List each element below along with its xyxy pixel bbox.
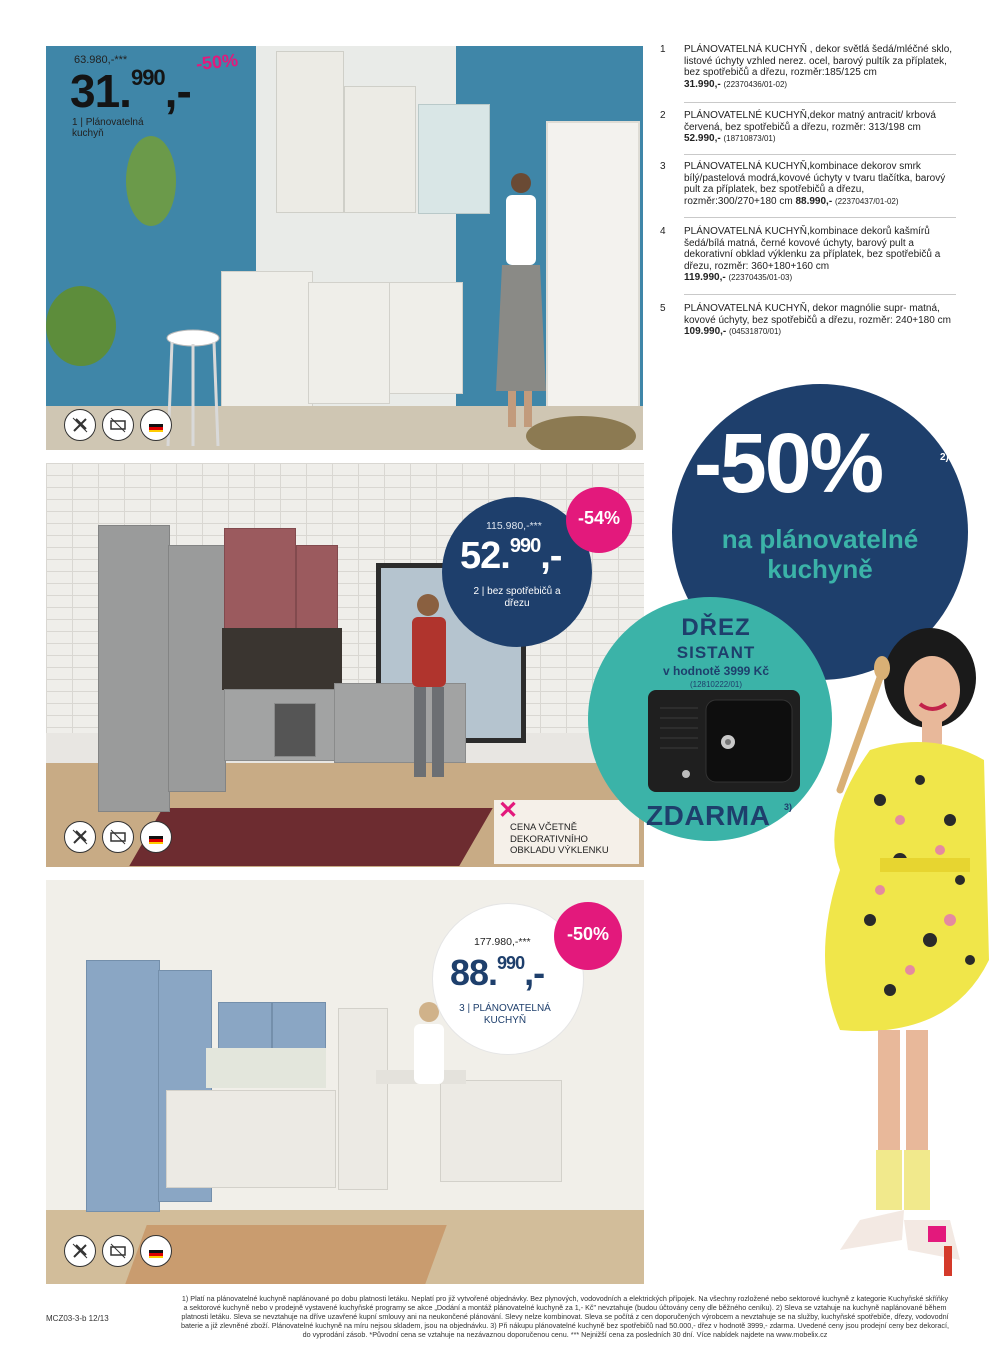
sink-value: v hodnotě 3999 Kč (662, 664, 770, 678)
badge-row (64, 1235, 172, 1267)
footnote: 1) Platí na plánovatelné kuchyně naplánované po dobu platnosti letáku. Neplatí pro již vytvořené objednávky. Bez plynových, vodovodních a elektrických přípojek. Na všechny rozložené nebo sektorové kuchyně z kategorie Kuchyňské skříňky a sektorové kuchyně nebo v prodejně vystavené kuchyňské programy se akce „Dodání a montáž plánovatelné kuchyně za 1,- Kč" nevztahuje (budou účtovány ceny dle běžného ceníku). 2) Sleva se vztahuje na kuchyně naplánované během platnosti letáku. Sleva se nevztahuje na dříve uzavřené kupní smlouvy ani na neukončené plánování. Slevy nelze kombinovat. Sleva se počítá z cen doporučených výrobcem a nevztahuje se na služby, kuchyňské spotřebiče, dřezy, vodovodní baterie a již zlevněné zboží. Plánovatelné kuchyně na míru nejsou skladem, jsou na objednávku. 3) Při nákupu plánovatelné kuchyně bez spotřebičů nad 50.000,- dřez v hodnotě 3999,- zdarma. Uvedené ceny jsou prodejní ceny bez dekorací, do vyprodání zásob. *Původní cena se vztahuje na nezávaznou doporučenou cenu. *** Nejnižší cena za posledních 30 dní. Více nabídek najdete na www.mobelix.cz (181, 1294, 949, 1339)
divider (684, 294, 956, 295)
item-number: 1 (660, 44, 666, 55)
tall-white-cabinet (338, 1008, 388, 1190)
divider (684, 102, 956, 103)
product-label-2-line2: dřezu (504, 598, 530, 609)
old-price-3: 177.980,-*** (474, 936, 531, 948)
niche-note-line1: CENA VČETNĚ (510, 822, 578, 833)
promo-discount: -50% (694, 416, 883, 510)
item-description: PLÁNOVATELNÁ KUCHYŇ,kombinace dekorů kašmírů šedá/bílá matná, černé kovové úchyty, barový pult a dekorativní obklad výklenku za příplatek, bez spotřebičů a dřezu, rozměr: 360+180+160 cm (684, 226, 941, 272)
price-3-main: 88. (450, 952, 498, 993)
sink-footnote-mark: 3) (784, 802, 793, 812)
woman-figure (494, 171, 548, 431)
item-price: 88.990,- (795, 195, 833, 207)
niche-note (510, 822, 609, 857)
made-in-germany-icon (140, 409, 172, 441)
list-item (660, 226, 960, 290)
promo-subtitle-line1: na plánovatelné (721, 524, 919, 554)
delivery-icon (102, 1235, 134, 1267)
item-text (684, 44, 956, 90)
plant (46, 286, 116, 366)
divider (684, 154, 956, 155)
sink-free: ZDARMA (646, 800, 771, 831)
item-number: 3 (660, 161, 666, 172)
badge-row (64, 409, 172, 441)
woman-model-illustration (800, 620, 989, 1284)
product-label-1-line2: kuchyň (72, 128, 104, 139)
price-3-suffix: ,- (524, 952, 545, 993)
lower-cabinet (389, 282, 463, 394)
upper-cabinet-red (296, 545, 338, 629)
oven (274, 703, 316, 757)
price-3 (450, 952, 544, 994)
sink-image (646, 688, 802, 794)
discount-2: -54% (577, 508, 621, 528)
backsplash (206, 1048, 326, 1088)
cross-icon: ✕ (498, 797, 519, 824)
promo-subtitle (680, 524, 960, 584)
tall-blue-cabinet (86, 960, 160, 1212)
item-text (684, 161, 956, 207)
price-1-decimal: 990 (130, 65, 165, 90)
item-description: PLÁNOVATELNÁ KUCHYŇ, dekor magnólie supr- matná, kovové úchyty, bez spotřebičů a dřezu, rozměr: 240+180 cm (684, 303, 951, 326)
item-code: (04531870/01) (729, 327, 782, 337)
item-text (684, 226, 956, 284)
rug (125, 1225, 446, 1284)
price-2 (460, 535, 561, 578)
item-text (684, 110, 956, 145)
product-label-3 (450, 1003, 560, 1027)
glass-cabinet (418, 104, 490, 214)
lower-cabinet (308, 282, 390, 404)
doorway (546, 121, 640, 425)
item-number: 4 (660, 226, 666, 237)
price-2-decimal: 990 (509, 535, 541, 557)
product-label-1 (72, 117, 144, 139)
old-price-1: 63.980,-*** (74, 54, 128, 66)
upper-blue-cabinet (272, 1002, 326, 1052)
lower-cabinet (166, 1090, 336, 1188)
price-1 (70, 64, 191, 118)
upper-blue-cabinet (218, 1002, 272, 1052)
item-price: 109.990,- (684, 326, 727, 338)
price-1-main: 31. (70, 65, 131, 117)
item-description: PLÁNOVATELNÉ KUCHYŇ,dekor matný antracit/ krbová červená, bez spotřebičů a dřezu, rozměr: 313/198 cm (684, 110, 936, 133)
item-text (684, 303, 956, 338)
item-price: 52.990,- (684, 133, 721, 145)
discount-3: -50% (566, 924, 610, 944)
discount-1: -50% (195, 49, 239, 75)
made-in-germany-icon (140, 821, 172, 853)
item-code: (22370436/01-02) (723, 79, 788, 89)
list-item (660, 161, 960, 211)
backsplash (222, 628, 342, 690)
sink-brand: SISTANT (676, 643, 756, 662)
product-label-3-line1: 3 | PLÁNOVATELNÁ (459, 1003, 551, 1014)
item-code: (22370437/01-02) (834, 196, 899, 206)
list-item (660, 303, 960, 343)
old-price-2: 115.980,-*** (486, 520, 542, 532)
upper-cabinet (276, 51, 344, 213)
bar-stool (164, 328, 222, 448)
list-item (660, 44, 960, 100)
badge-row (64, 821, 172, 853)
item-description: PLÁNOVATELNÁ KUCHYŇ , dekor světlá šedá/mléčné sklo, listové úchyty vzhled nerez. ocel, barový pultík za příplatek, bez spotřebičů a dřezu, rozměr:185/125 cm (684, 44, 953, 79)
item-price: 119.990,- (684, 272, 726, 284)
tall-cabinet (98, 525, 170, 812)
no-assembly-icon (64, 821, 96, 853)
product-label-2-line1: 2 | bez spotřebičů a (473, 586, 561, 597)
plant (126, 136, 176, 226)
item-code: (22370435/01-03) (728, 273, 793, 283)
upper-cabinet-red (224, 528, 296, 630)
price-2-main: 52. (460, 535, 510, 577)
promo-footnote-mark: 2) (940, 452, 949, 463)
tall-cabinet (168, 545, 226, 792)
price-2-suffix: ,- (540, 535, 562, 577)
product-label-3-line2: KUCHYŇ (483, 1015, 527, 1026)
product-label-1-line1: 1 | Plánovatelná (72, 117, 144, 128)
rug (129, 808, 492, 866)
no-assembly-icon (64, 409, 96, 441)
page-code: MCZ03-3-b 12/13 (46, 1314, 109, 1323)
promo-subtitle-line2: kuchyně (767, 554, 873, 584)
price-3-decimal: 990 (497, 953, 525, 973)
man-figure (400, 591, 460, 791)
product-label-2 (462, 586, 572, 610)
made-in-germany-icon (140, 1235, 172, 1267)
upper-cabinet (344, 86, 416, 213)
item-price: 31.990,- (684, 78, 721, 90)
niche-note-line3: OBKLADU VÝKLENKU (510, 845, 609, 856)
divider (684, 217, 956, 218)
delivery-icon (102, 821, 134, 853)
list-item (660, 110, 960, 150)
no-assembly-icon (64, 1235, 96, 1267)
item-description: PLÁNOVATELNÁ KUCHYŇ,kombinace dekorov smrk bílý/pastelová modrá,kovové úchyty v tvaru tlačítka, barový pult za příplatek, bez spotřebičů a dřezu, rozměr:300/270+180 cm (684, 161, 946, 207)
island (440, 1080, 562, 1182)
item-number: 5 (660, 303, 666, 314)
sink-title: DŘEZ (681, 614, 751, 641)
niche-note-line2: DEKORATIVNÍHO (510, 833, 588, 845)
item-number: 2 (660, 110, 666, 121)
sink-code: (12810222/01) (689, 680, 743, 689)
price-1-suffix: ,- (164, 65, 191, 117)
delivery-icon (102, 409, 134, 441)
item-code: (18710873/01) (723, 134, 776, 144)
